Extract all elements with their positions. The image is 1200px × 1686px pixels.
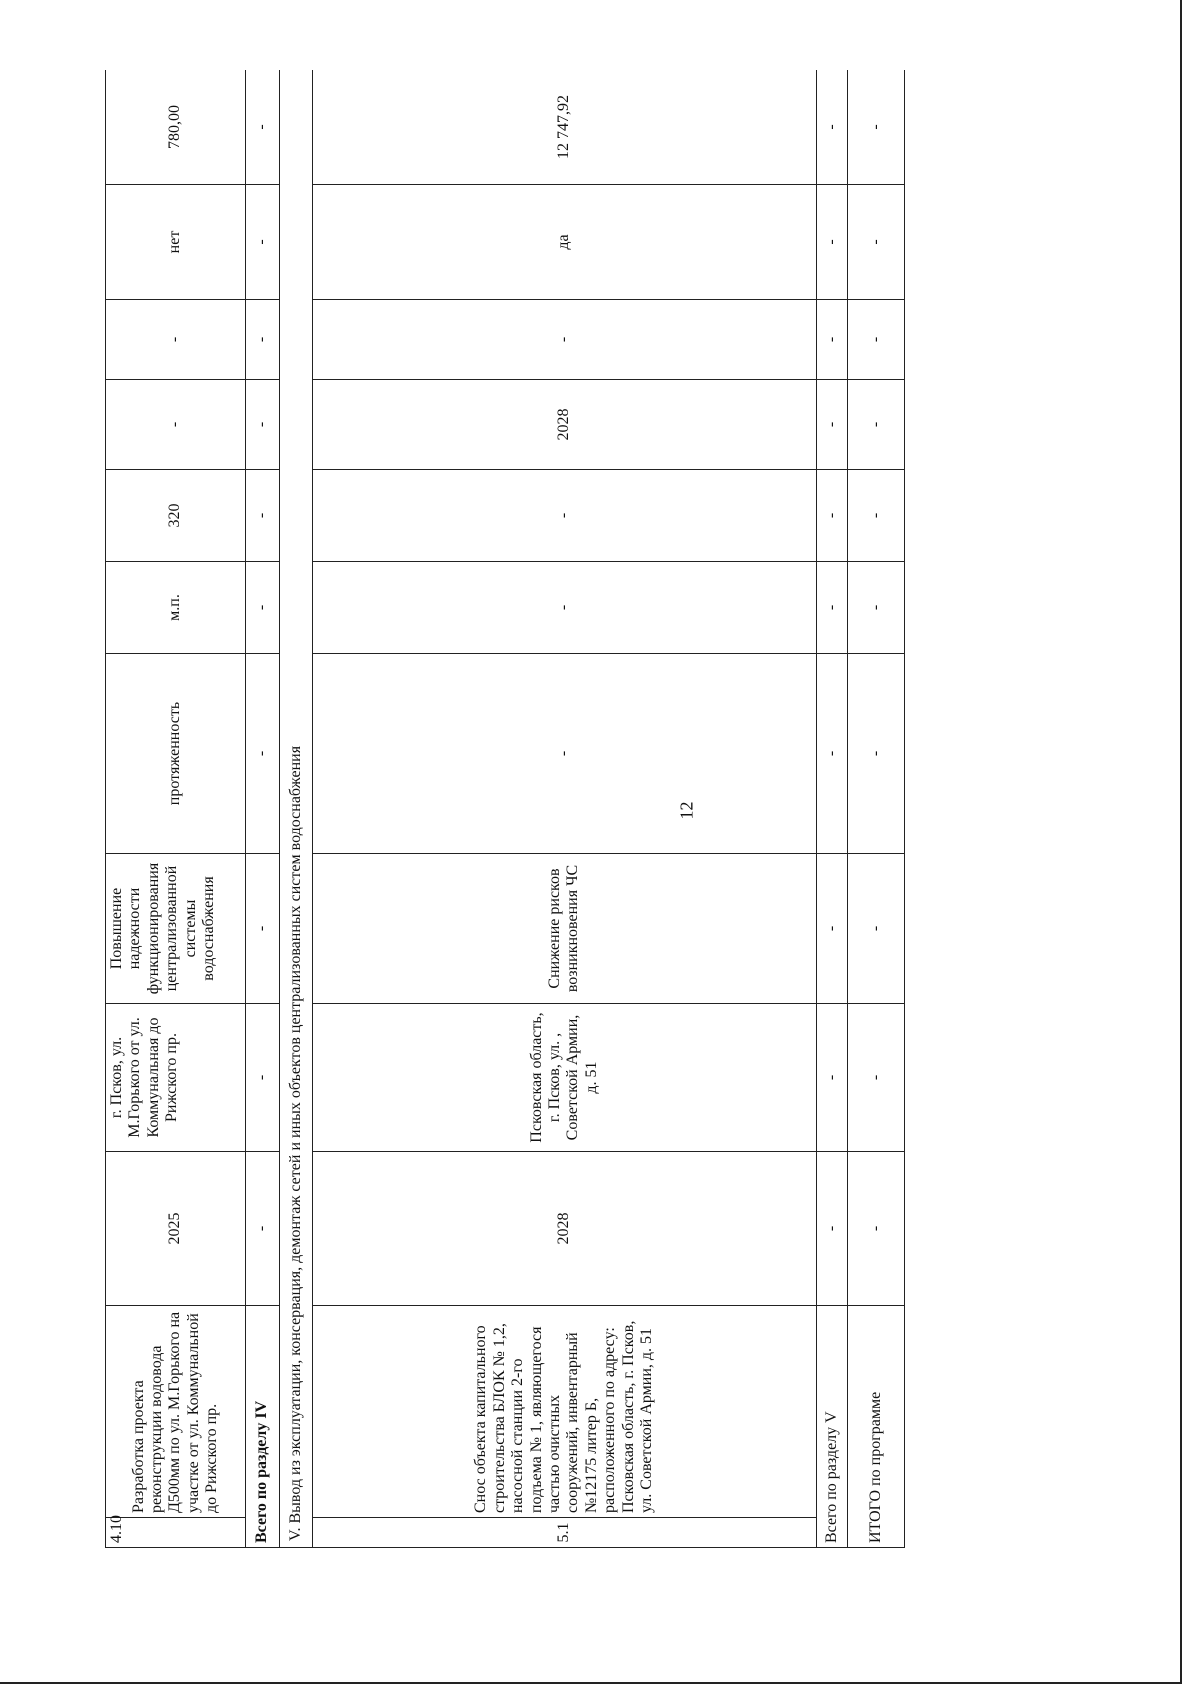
section-v-title: V. Вывод из эксплуатации, консервация, демонтаж сетей и иных объектов централизованных систем водоснабжения [279,70,312,1548]
row-number: 4.10 [106,1518,246,1548]
total-label: Всего по разделу V [816,1306,847,1548]
total-cell: - [847,300,904,380]
total-cell: - [847,470,904,562]
total-label: Всего по разделу IV [246,1306,279,1548]
total-cell: - [847,562,904,654]
cost-cell: 12 747,92 [312,70,816,185]
col11-cell: да [312,185,816,300]
rotated-table-frame [105,70,905,1548]
total-cell: - [246,300,279,380]
address-cell: Псковская область, г. Псков, ул. , Советской Армии, д. 51 [312,1004,816,1152]
total-cell: - [246,380,279,470]
address-cell: г. Псков, ул. М.Горького от ул. Коммунальная до Рижского пр. [106,1004,246,1152]
total-cell: - [816,70,847,185]
total-cell: - [847,1004,904,1152]
total-cell: - [816,380,847,470]
row-number: 5.1 [312,1518,816,1548]
total-cell: - [246,1152,279,1306]
year-cell: 2028 [312,1152,816,1306]
indicator-cell: - [312,654,816,854]
col11-cell: нет [106,185,246,300]
indicator-cell: протяженность [106,654,246,854]
table-row [106,70,246,1548]
total-cell: - [246,1004,279,1152]
total-cell: - [816,854,847,1004]
total-cell: - [816,470,847,562]
total-cell: - [246,654,279,854]
total-cell: - [816,654,847,854]
year-cell: 2025 [106,1152,246,1306]
total-cell: - [246,185,279,300]
page-number: 12 [676,801,697,820]
page-bottom-border [0,1682,1182,1684]
total-cell: - [816,1152,847,1306]
total-cell: - [246,470,279,562]
total-cell: - [847,380,904,470]
total-cell: - [246,854,279,1004]
value-cell: - [312,470,816,562]
total-cell: - [246,562,279,654]
col9-cell: - [106,380,246,470]
total-row-v [816,70,847,1548]
col10-cell: - [106,300,246,380]
table-row [312,70,816,1548]
col10-cell: - [312,300,816,380]
total-cell: - [847,185,904,300]
value-cell: 320 [106,470,246,562]
table-container [105,70,905,1548]
total-label: ИТОГО по программе [847,1306,904,1548]
col9-cell: 2028 [312,380,816,470]
total-cell: - [816,185,847,300]
total-cell: - [816,300,847,380]
total-cell: - [847,70,904,185]
total-row-program [847,70,904,1548]
measure-name: Разработка проекта реконструкции водовода Д500мм по ул. М.Горького на участке от ул. Коммунальной до Рижского пр. [106,1306,246,1518]
program-table [105,70,905,1548]
section-title-row [279,70,312,1548]
total-cell: - [847,1152,904,1306]
unit-cell: - [312,562,816,654]
total-cell: - [816,1004,847,1152]
total-cell: - [246,70,279,185]
total-cell: - [816,562,847,654]
total-cell: - [847,854,904,1004]
cost-cell: 780,00 [106,70,246,185]
goal-cell: Снижение рисков возникновения ЧС [312,854,816,1004]
total-row-iv [246,70,279,1548]
goal-cell: Повышение надежности функционирования централизованной системы водоснабжения [106,854,246,1004]
unit-cell: м.п. [106,562,246,654]
total-cell: - [847,654,904,854]
measure-name: Снос объекта капитального строительства БЛОК № 1,2, насосной станции 2-го подъема № 1, являющегося частью очистных сооружений, инвентарный №12175 литер Б, расположенного по адресу: Псковская область, г. Псков, ул. Советской Армии, д. 51 [312,1306,816,1518]
page-right-border [1180,0,1182,1682]
